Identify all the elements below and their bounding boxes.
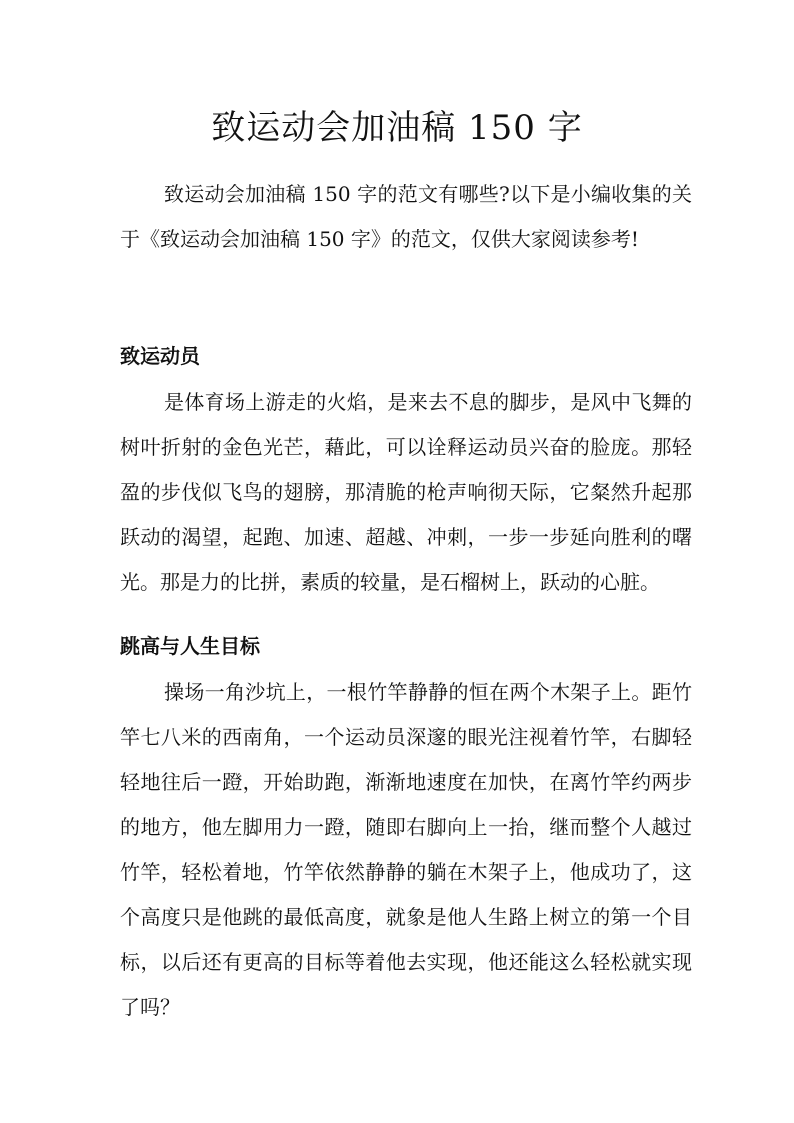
section-heading-high-jump: 跳高与人生目标: [120, 634, 260, 658]
intro-paragraph: 致运动会加油稿 150 字的范文有哪些?以下是小编收集的关于《致运动会加油稿 150 字》的范文，仅供大家阅读参考!: [120, 182, 692, 251]
section-paragraph-athletes: 是体育场上游走的火焰，是来去不息的脚步，是风中飞舞的树叶折射的金色光芒，藉此，可以诠释运动员兴奋的脸庞。那轻盈的步伐似飞鸟的翅膀，那清脆的枪声响彻天际，它粲然升起那跃动的渴望，起跑、加速、超越、冲刺，一步一步延向胜利的曙光。那是力的比拼，素质的较量，是石榴树上，跃动的心脏。: [120, 390, 692, 594]
section-paragraph-high-jump: 操场一角沙坑上，一根竹竿静静的恒在两个木架子上。距竹竿七八米的西南角，一个运动员深邃的眼光注视着竹竿，右脚轻轻地往后一蹬，开始助跑，渐渐地速度在加快，在离竹竿约两步的地方，他左脚用力一蹬，随即右脚向上一抬，继而整个人越过竹竿，轻松着地，竹竿依然静静的躺在木架子上，他成功了，这个高度只是他跳的最低高度，就象是他人生路上树立的第一个目标，以后还有更高的目标等着他去实现，他还能这么轻松就实现了吗？: [120, 680, 692, 1019]
section-heading-athletes: 致运动员: [120, 344, 200, 368]
document-title: 致运动会加油稿 150 字: [211, 108, 583, 148]
